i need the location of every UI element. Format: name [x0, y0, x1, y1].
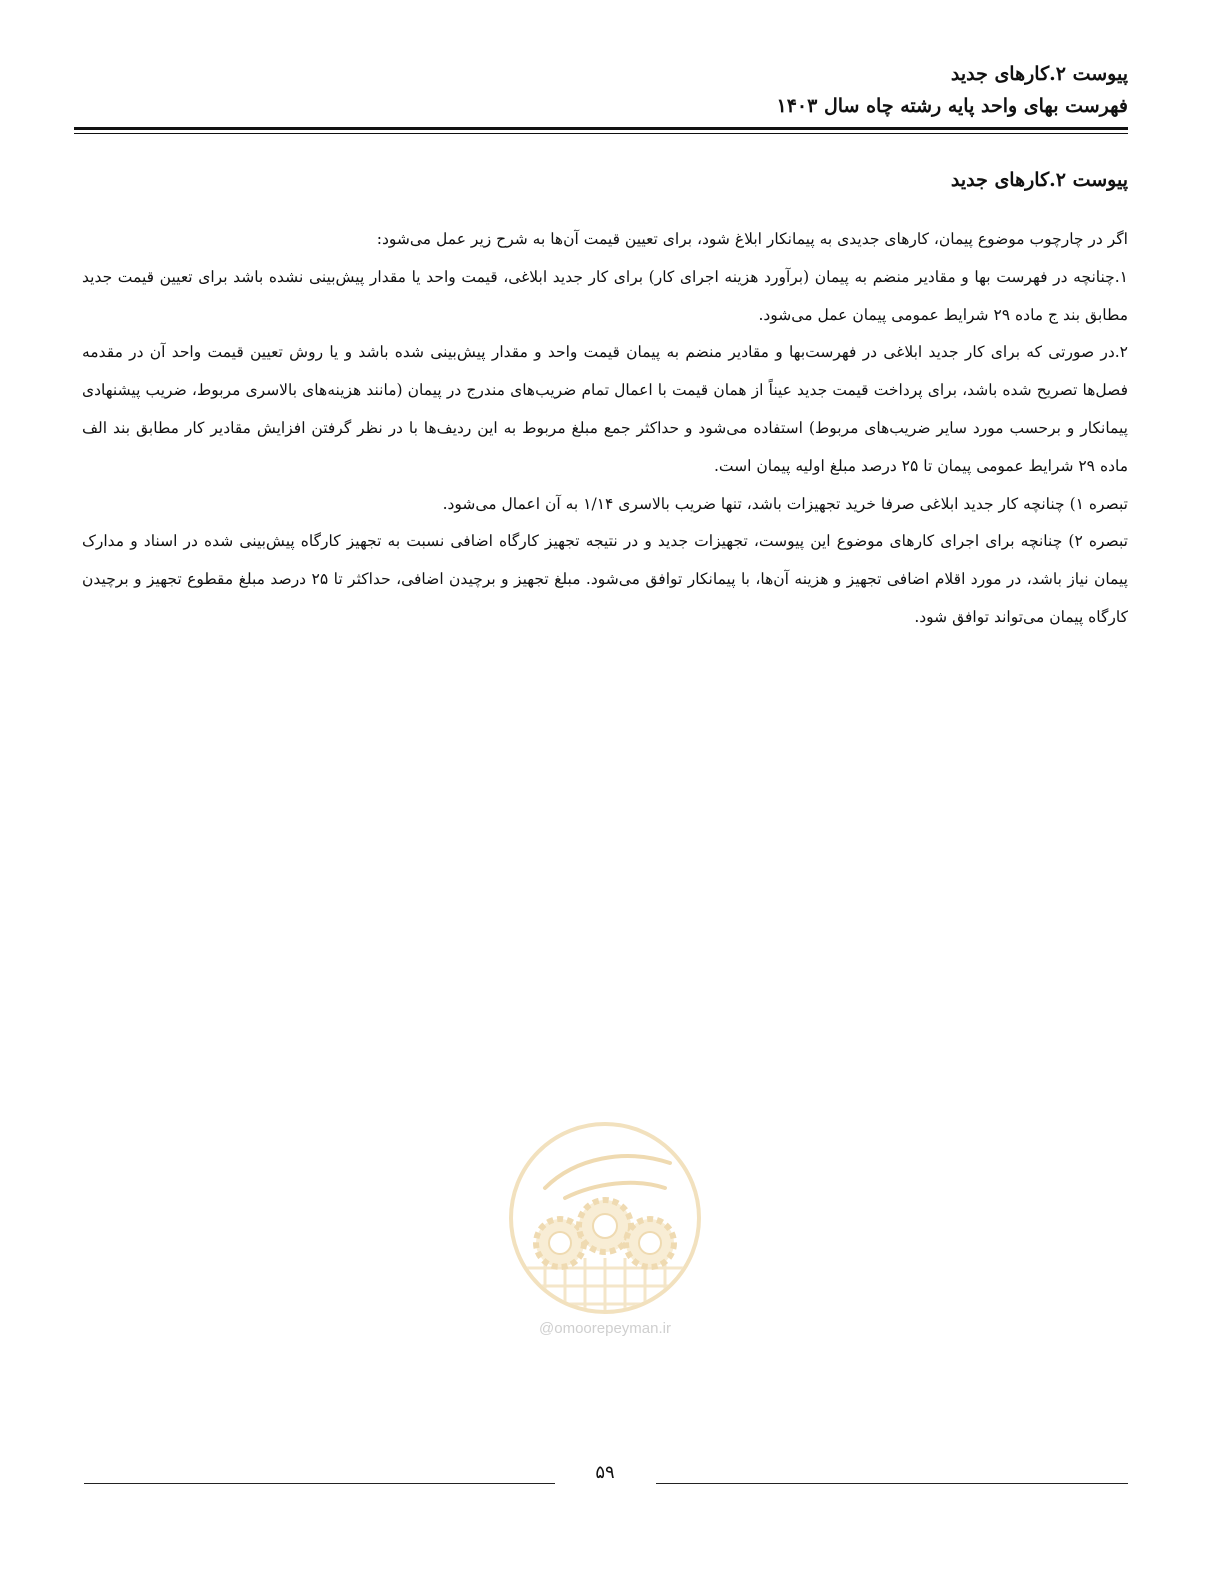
paragraph-intro: اگر در چارچوب موضوع پیمان، کارهای جدیدی به پیمانکار ابلاغ شود، برای تعیین قیمت آن‌ها به شرح زیر عمل می‌شود: — [376, 230, 1128, 248]
paragraph-clause-2: ۲.در صورتی که برای کار جدید ابلاغی در فهرست‌بها و مقادیر منضم به پیمان قیمت واحد و مقدار پیش‌بینی شده باشد و یا روش تعیین قیمت واحد آن در مقدمه فصل‌ها تصریح شده باشد، برای پرداخت قیمت جدید عیناً از همان قیمت با اعمال تمام ضریب‌های مندرج در پیمان (مانند هزینه‌های بالاسری مربوط، ضریب پیشنهادی پیمانکار و برحسب مورد سایر ضریب‌های مربوط) استفاده می‌شود و حداکثر جمع مبلغ مربوط به این ردیف‌ها با در نظر گرفتن افزایش مقادیر کار مطابق بند الف ماده ۲۹ شرایط عمومی پیمان تا ۲۵ درصد مبلغ اولیه پیمان است. — [82, 343, 1128, 475]
running-header — [76, 58, 1128, 122]
header-rule-thick — [74, 127, 1128, 130]
watermark-calligraphy — [545, 1156, 670, 1198]
paragraph-note-1: تبصره ۱) چنانچه کار جدید ابلاغی صرفا خرید تجهیزات باشد، تنها ضریب بالاسری ۱/۱۴ به آن اعمال می‌شود. — [442, 494, 1128, 513]
section-title: پیوست ۲.کارهای جدید — [950, 169, 1128, 191]
footer-rule-right — [656, 1483, 1128, 1484]
footer-rule-left — [84, 1483, 555, 1484]
watermark-url: @omoorepeyman.ir — [539, 1320, 671, 1337]
body-text — [82, 221, 1128, 637]
header-rule-thin — [74, 133, 1128, 134]
paragraph-clause-1: ۱.چنانچه در فهرست بها و مقادیر منضم به پیمان (برآورد هزینه اجرای کار) برای کار جدید ابلاغی، قیمت واحد یا مقدار پیش‌بینی نشده باشد برای تعیین قیمت جدید مطابق بند ج ماده ۲۹ شرایط عمومی پیمان عمل می‌شود. — [82, 267, 1128, 324]
watermark-gears — [536, 1200, 674, 1267]
header-document-title: فهرست بهای واحد پایه رشته چاه سال ۱۴۰۳ — [776, 95, 1128, 117]
watermark-grid — [505, 1258, 705, 1318]
paragraph-note-2: تبصره ۲) چنانچه برای اجرای کارهای موضوع این پیوست، تجهیزات جدید و در نتیجه تجهیز کارگاه اضافی نسبت به تجهیز کارگاه پیش‌بینی شده در اسناد و مدارک پیمان نیاز باشد، در مورد اقلام اضافی تجهیز و هزینه آن‌ها، با پیمانکار توافق می‌شود. مبلغ تجهیز و برچیدن اضافی، حداکثر تا ۲۵ درصد مبلغ مقطوع تجهیز و برچیدن کارگاه پیمان می‌تواند توافق شود. — [82, 532, 1128, 626]
watermark-logo — [505, 1118, 705, 1318]
header-appendix-title: پیوست ۲.کارهای جدید — [950, 63, 1128, 85]
page-number: ۵۹ — [595, 1462, 615, 1483]
